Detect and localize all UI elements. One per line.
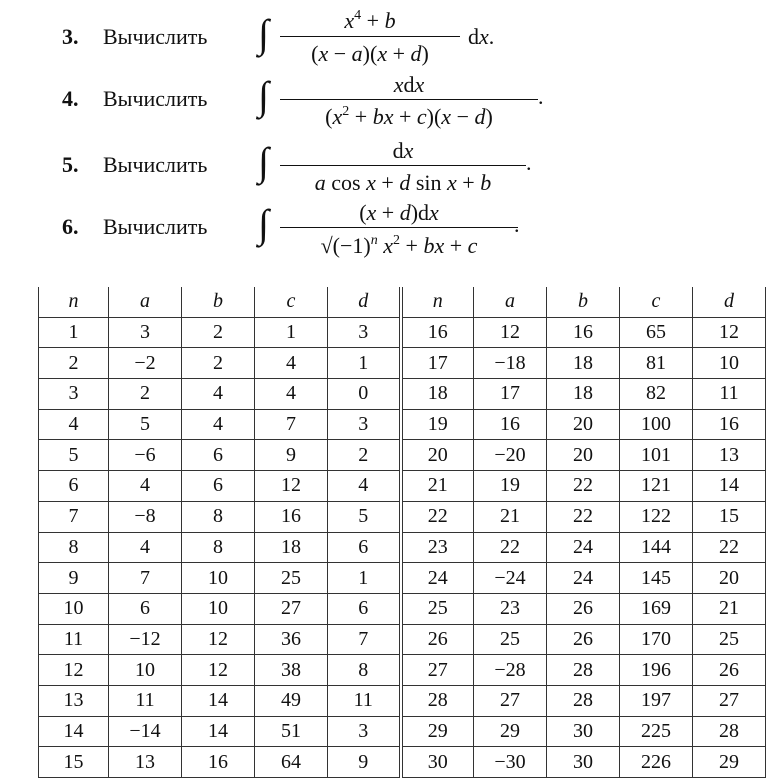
integral-sign: ∫ xyxy=(258,73,269,118)
integral-sign: ∫ xyxy=(258,139,269,184)
table-cell: 29 xyxy=(693,747,766,778)
column-header-d: d xyxy=(328,287,401,317)
table-cell: 13 xyxy=(693,440,766,471)
table-cell: 20 xyxy=(547,409,620,440)
table-cell: 51 xyxy=(255,716,328,747)
table-cell: −30 xyxy=(474,747,547,778)
table-cell: 38 xyxy=(255,655,328,686)
table-cell: 16 xyxy=(182,747,255,778)
table-cell: −20 xyxy=(474,440,547,471)
table-cell: 14 xyxy=(182,685,255,716)
table-cell: 145 xyxy=(620,563,693,594)
task-verb: Вычислить xyxy=(103,86,208,111)
table-cell: 0 xyxy=(328,379,401,410)
table-cell: 6 xyxy=(328,532,401,563)
task-verb: Вычислить xyxy=(103,24,208,49)
table-cell: 100 xyxy=(620,409,693,440)
table-cell: −8 xyxy=(109,501,182,532)
table-cell: 23 xyxy=(401,532,474,563)
table-cell: 12 xyxy=(39,655,109,686)
table-cell: 18 xyxy=(547,379,620,410)
fraction-bar xyxy=(280,165,526,166)
table-cell: 20 xyxy=(693,563,766,594)
table-cell: 17 xyxy=(474,379,547,410)
variants-table xyxy=(38,287,766,778)
table-cell: 25 xyxy=(401,593,474,624)
task-verb: Вычислить xyxy=(103,214,208,239)
table-cell: 4 xyxy=(255,379,328,410)
table-cell: 26 xyxy=(693,655,766,686)
table-row xyxy=(39,685,766,716)
fraction-bar xyxy=(280,99,538,100)
table-cell: 18 xyxy=(401,379,474,410)
table-cell: 10 xyxy=(182,563,255,594)
fraction xyxy=(280,72,538,132)
table-cell: 226 xyxy=(620,747,693,778)
table-cell: 1 xyxy=(255,317,328,348)
table-cell: 13 xyxy=(109,747,182,778)
column-header-a: a xyxy=(109,287,182,317)
column-header-b: b xyxy=(182,287,255,317)
task-tail: . xyxy=(538,84,544,109)
table-cell: 4 xyxy=(182,379,255,410)
table-cell: 11 xyxy=(39,624,109,655)
table-cell: 14 xyxy=(39,716,109,747)
fraction xyxy=(280,8,460,68)
table-cell: 7 xyxy=(109,563,182,594)
table-cell: 20 xyxy=(401,440,474,471)
table-cell: 12 xyxy=(182,624,255,655)
table-cell: 2 xyxy=(328,440,401,471)
variants-table-wrapper xyxy=(38,287,773,773)
table-cell: 21 xyxy=(401,471,474,502)
table-cell: 10 xyxy=(693,348,766,379)
table-cell: 2 xyxy=(182,317,255,348)
table-cell: 3 xyxy=(109,317,182,348)
table-row xyxy=(39,379,766,410)
table-cell: 2 xyxy=(109,379,182,410)
table-cell: 4 xyxy=(109,471,182,502)
table-cell: 197 xyxy=(620,685,693,716)
table-cell: 12 xyxy=(693,317,766,348)
table-cell: 16 xyxy=(255,501,328,532)
integral-sign: ∫ xyxy=(258,201,269,246)
task-tail: dx. xyxy=(468,24,495,49)
table-cell: 169 xyxy=(620,593,693,624)
table-cell: 11 xyxy=(109,685,182,716)
table-cell: 17 xyxy=(401,348,474,379)
table-cell: 28 xyxy=(547,655,620,686)
table-cell: 6 xyxy=(109,593,182,624)
fraction xyxy=(280,138,526,198)
table-cell: −12 xyxy=(109,624,182,655)
table-cell: 30 xyxy=(547,716,620,747)
table-cell: 22 xyxy=(547,471,620,502)
table-cell: 196 xyxy=(620,655,693,686)
table-row xyxy=(39,593,766,624)
task-number: 4. xyxy=(62,86,79,111)
table-cell: 26 xyxy=(547,624,620,655)
table-cell: −2 xyxy=(109,348,182,379)
table-cell: 144 xyxy=(620,532,693,563)
table-cell: 170 xyxy=(620,624,693,655)
table-cell: 3 xyxy=(328,409,401,440)
task-verb: Вычислить xyxy=(103,152,208,177)
table-cell: 25 xyxy=(693,624,766,655)
table-cell: 8 xyxy=(182,501,255,532)
table-cell: 4 xyxy=(255,348,328,379)
column-header-b: b xyxy=(547,287,620,317)
table-cell: 4 xyxy=(328,471,401,502)
table-cell: 1 xyxy=(328,348,401,379)
table-cell: 27 xyxy=(693,685,766,716)
table-cell: 12 xyxy=(255,471,328,502)
table-cell: 30 xyxy=(401,747,474,778)
table-cell: 24 xyxy=(547,532,620,563)
table-cell: 19 xyxy=(401,409,474,440)
table-cell: 81 xyxy=(620,348,693,379)
table-cell: 15 xyxy=(693,501,766,532)
table-cell: 25 xyxy=(474,624,547,655)
table-cell: 64 xyxy=(255,747,328,778)
table-cell: 12 xyxy=(474,317,547,348)
column-header-n: n xyxy=(401,287,474,317)
table-cell: 13 xyxy=(39,685,109,716)
numerator: (x + d)dx xyxy=(359,200,439,225)
table-cell: 3 xyxy=(39,379,109,410)
table-cell: 4 xyxy=(109,532,182,563)
table-cell: 18 xyxy=(255,532,328,563)
integral-sign: ∫ xyxy=(258,11,269,56)
column-header-a: a xyxy=(474,287,547,317)
table-row xyxy=(39,563,766,594)
numerator: dx xyxy=(392,138,414,163)
task-tail: . xyxy=(514,212,520,237)
table-cell: 4 xyxy=(39,409,109,440)
table-header-row xyxy=(39,287,766,317)
table-cell: 9 xyxy=(255,440,328,471)
table-cell: 22 xyxy=(693,532,766,563)
table-cell: 2 xyxy=(182,348,255,379)
table-cell: 28 xyxy=(547,685,620,716)
table-cell: 29 xyxy=(474,716,547,747)
table-cell: 26 xyxy=(547,593,620,624)
table-cell: 5 xyxy=(328,501,401,532)
table-cell: 21 xyxy=(693,593,766,624)
table-cell: 14 xyxy=(182,716,255,747)
task-tail: . xyxy=(526,150,532,175)
table-cell: 82 xyxy=(620,379,693,410)
table-cell: 1 xyxy=(39,317,109,348)
denominator: (x − a)(x + d) xyxy=(311,41,429,66)
table-cell: 1 xyxy=(328,563,401,594)
column-header-n: n xyxy=(39,287,109,317)
column-header-d: d xyxy=(693,287,766,317)
table-row xyxy=(39,716,766,747)
table-cell: 9 xyxy=(328,747,401,778)
table-cell: 6 xyxy=(182,471,255,502)
table-cell: 8 xyxy=(182,532,255,563)
table-row xyxy=(39,317,766,348)
table-row xyxy=(39,655,766,686)
table-cell: 12 xyxy=(182,655,255,686)
table-cell: −28 xyxy=(474,655,547,686)
table-cell: 19 xyxy=(474,471,547,502)
table-cell: 11 xyxy=(328,685,401,716)
table-cell: 18 xyxy=(547,348,620,379)
table-cell: 65 xyxy=(620,317,693,348)
table-cell: 23 xyxy=(474,593,547,624)
table-cell: 3 xyxy=(328,716,401,747)
table-cell: 36 xyxy=(255,624,328,655)
table-cell: 16 xyxy=(547,317,620,348)
table-cell: 16 xyxy=(401,317,474,348)
table-cell: 122 xyxy=(620,501,693,532)
table-cell: −6 xyxy=(109,440,182,471)
table-cell: 6 xyxy=(328,593,401,624)
column-header-c: c xyxy=(255,287,328,317)
table-cell: 121 xyxy=(620,471,693,502)
table-cell: 10 xyxy=(39,593,109,624)
table-cell: 21 xyxy=(474,501,547,532)
denominator: $√(-1)^n$ $x^2$ + bx + c xyxy=(320,233,478,258)
table-cell: 9 xyxy=(39,563,109,594)
table-cell: 6 xyxy=(182,440,255,471)
task-number: 6. xyxy=(62,214,79,239)
table-cell: 16 xyxy=(693,409,766,440)
table-row xyxy=(39,532,766,563)
denominator: ($x^2$ + bx + c)(x − d) xyxy=(325,104,493,129)
table-cell: 10 xyxy=(109,655,182,686)
table-row xyxy=(39,624,766,655)
table-cell: 15 xyxy=(39,747,109,778)
table-cell: 7 xyxy=(39,501,109,532)
table-cell: 4 xyxy=(182,409,255,440)
table-cell: 8 xyxy=(39,532,109,563)
fraction-bar xyxy=(280,36,460,37)
table-cell: 29 xyxy=(401,716,474,747)
table-cell: 20 xyxy=(547,440,620,471)
table-cell: 14 xyxy=(693,471,766,502)
table-cell: 101 xyxy=(620,440,693,471)
table-cell: −18 xyxy=(474,348,547,379)
table-cell: 27 xyxy=(474,685,547,716)
table-row xyxy=(39,348,766,379)
table-cell: 24 xyxy=(401,563,474,594)
table-row xyxy=(39,409,766,440)
column-header-c: c xyxy=(620,287,693,317)
fraction-bar xyxy=(280,227,518,228)
table-cell: 7 xyxy=(328,624,401,655)
table-cell: 27 xyxy=(255,593,328,624)
table-cell: 2 xyxy=(39,348,109,379)
table-cell: 27 xyxy=(401,655,474,686)
table-cell: 28 xyxy=(693,716,766,747)
table-cell: −24 xyxy=(474,563,547,594)
table-cell: 30 xyxy=(547,747,620,778)
numerator: $x^4 + b$ xyxy=(344,8,396,33)
table-row xyxy=(39,501,766,532)
fraction xyxy=(280,200,518,262)
table-cell: 5 xyxy=(109,409,182,440)
table-body xyxy=(39,317,766,777)
table-cell: 225 xyxy=(620,716,693,747)
table-cell: 5 xyxy=(39,440,109,471)
table-cell: −14 xyxy=(109,716,182,747)
task-number: 3. xyxy=(62,24,79,49)
table-cell: 24 xyxy=(547,563,620,594)
table-cell: 3 xyxy=(328,317,401,348)
denominator: a cos x + d sin x + b xyxy=(314,170,492,195)
table-cell: 49 xyxy=(255,685,328,716)
table-cell: 26 xyxy=(401,624,474,655)
task-number: 5. xyxy=(62,152,79,177)
numerator: xdx xyxy=(393,72,425,97)
table-cell: 22 xyxy=(547,501,620,532)
table-cell: 6 xyxy=(39,471,109,502)
table-cell: 11 xyxy=(693,379,766,410)
table-cell: 22 xyxy=(474,532,547,563)
table-row xyxy=(39,471,766,502)
table-cell: 8 xyxy=(328,655,401,686)
table-cell: 16 xyxy=(474,409,547,440)
table-cell: 25 xyxy=(255,563,328,594)
table-cell: 22 xyxy=(401,501,474,532)
table-row xyxy=(39,440,766,471)
table-cell: 28 xyxy=(401,685,474,716)
table-cell: 10 xyxy=(182,593,255,624)
table-row xyxy=(39,747,766,778)
table-cell: 7 xyxy=(255,409,328,440)
